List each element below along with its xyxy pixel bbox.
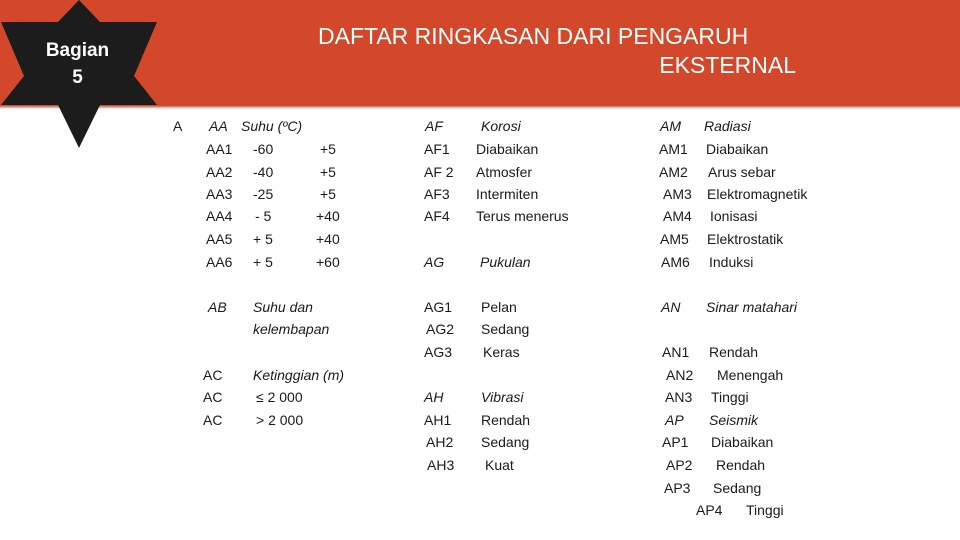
an-code: AN <box>661 299 681 315</box>
af-row-value: Diabaikan <box>476 141 539 157</box>
ap-row-value: Rendah <box>716 457 766 473</box>
page-title-line1: DAFTAR RINGKASAN DARI PENGARUH <box>318 23 749 49</box>
af-row-code: AF1 <box>424 141 450 157</box>
an-row-code: AN3 <box>665 389 693 405</box>
af-row-value: Atmosfer <box>476 164 533 180</box>
ac-row-value: ≤ 2 000 <box>256 389 303 405</box>
an-row-value: Tinggi <box>711 389 749 405</box>
ah-row-value: Kuat <box>485 457 514 473</box>
ag-row-code: AG1 <box>424 299 453 315</box>
ap-row-value: Tinggi <box>746 502 784 518</box>
aa-row-min: + 5 <box>253 231 273 247</box>
ap-row-code: AP4 <box>696 502 723 518</box>
ah-row-code: AH3 <box>427 457 455 473</box>
aa-row-min: - 5 <box>255 208 272 224</box>
page-title-line2: EKSTERNAL <box>659 52 796 78</box>
ah-row-value: Rendah <box>481 412 531 428</box>
ag-code: AG <box>424 254 445 270</box>
am-row-code: AM5 <box>660 231 689 247</box>
ab-code: AB <box>208 299 227 315</box>
af-row-code: AF4 <box>424 208 450 224</box>
am-row-code: AM2 <box>659 164 688 180</box>
ah-label: Vibrasi <box>481 389 524 405</box>
aa-row-max: +60 <box>316 254 340 270</box>
ag-row-value: Sedang <box>481 321 530 337</box>
aa-row-code: AA5 <box>206 231 233 247</box>
aa-row-max: +40 <box>316 208 340 224</box>
an-row-value: Menengah <box>717 367 784 383</box>
aa-row-code: AA1 <box>206 141 233 157</box>
am-row-value: Ionisasi <box>710 208 758 224</box>
ah-row-code: AH2 <box>426 434 454 450</box>
an-row-value: Rendah <box>709 344 759 360</box>
ah-row-value: Sedang <box>481 434 530 450</box>
aa-row-max: +5 <box>320 164 336 180</box>
ag-row-value: Keras <box>483 344 520 360</box>
af-label: Korosi <box>481 118 521 134</box>
aa-code: AA <box>209 118 228 134</box>
ag-row-value: Pelan <box>481 299 517 315</box>
am-code: AM <box>660 118 681 134</box>
am-row-value: Induksi <box>709 254 754 270</box>
am-row-value: Diabaikan <box>706 141 769 157</box>
af-row-code: AF3 <box>424 186 450 202</box>
ap-row-value: Diabaikan <box>711 434 774 450</box>
aa-row-code: AA4 <box>206 208 233 224</box>
ac-code: AC <box>203 367 223 383</box>
aa-label: Suhu (ºC) <box>241 118 303 134</box>
ah-code: AH <box>424 389 444 405</box>
section-label-word: Bagian <box>45 40 110 61</box>
section-label <box>20 37 135 91</box>
aa-row-min: -60 <box>253 141 274 157</box>
am-row-value: Elektrostatik <box>707 231 784 247</box>
ap-label: Seismik <box>709 412 759 428</box>
group-marker: A <box>173 118 183 134</box>
aa-row-min: -25 <box>253 186 274 202</box>
an-row-code: AN1 <box>662 344 690 360</box>
ac-row-value: > 2 000 <box>256 412 304 428</box>
aa-row-code: AA6 <box>206 254 233 270</box>
ag-row-code: AG3 <box>424 344 453 360</box>
aa-row-max: +5 <box>320 141 336 157</box>
ac-row-code: AC <box>203 412 223 428</box>
am-row-code: AM1 <box>659 141 688 157</box>
an-label: Sinar matahari <box>706 299 798 315</box>
af-code: AF <box>425 118 443 134</box>
ap-row-code: AP2 <box>666 457 693 473</box>
ap-row-value: Sedang <box>713 480 762 496</box>
aa-row-max: +5 <box>320 186 336 202</box>
am-row-value: Arus sebar <box>708 164 776 180</box>
ap-row-code: AP1 <box>662 434 689 450</box>
am-label: Radiasi <box>704 118 751 134</box>
ac-label: Ketinggian (m) <box>253 367 345 383</box>
aa-row-min: + 5 <box>253 254 273 270</box>
am-row-code: AM3 <box>663 186 692 202</box>
ap-code: AP <box>665 412 684 428</box>
ap-row-code: AP3 <box>664 480 691 496</box>
an-row-code: AN2 <box>666 367 694 383</box>
af-row-value: Intermiten <box>476 186 539 202</box>
section-label-number: 5 <box>72 67 83 88</box>
ab-label-line1: Suhu dan <box>253 299 313 315</box>
am-row-code: AM6 <box>661 254 690 270</box>
ah-row-code: AH1 <box>424 412 452 428</box>
ag-row-code: AG2 <box>426 321 455 337</box>
aa-row-min: -40 <box>253 164 274 180</box>
am-row-code: AM4 <box>663 208 692 224</box>
page-title <box>318 22 796 80</box>
af-row-code: AF 2 <box>424 164 454 180</box>
am-row-value: Elektromagnetik <box>707 186 808 202</box>
ac-row-code: AC <box>203 389 223 405</box>
aa-row-code: AA3 <box>206 186 233 202</box>
aa-row-max: +40 <box>316 231 340 247</box>
ab-label-line2: kelembapan <box>253 321 330 337</box>
aa-row-code: AA2 <box>206 164 233 180</box>
af-row-value: Terus menerus <box>476 208 569 224</box>
ag-label: Pukulan <box>480 254 531 270</box>
